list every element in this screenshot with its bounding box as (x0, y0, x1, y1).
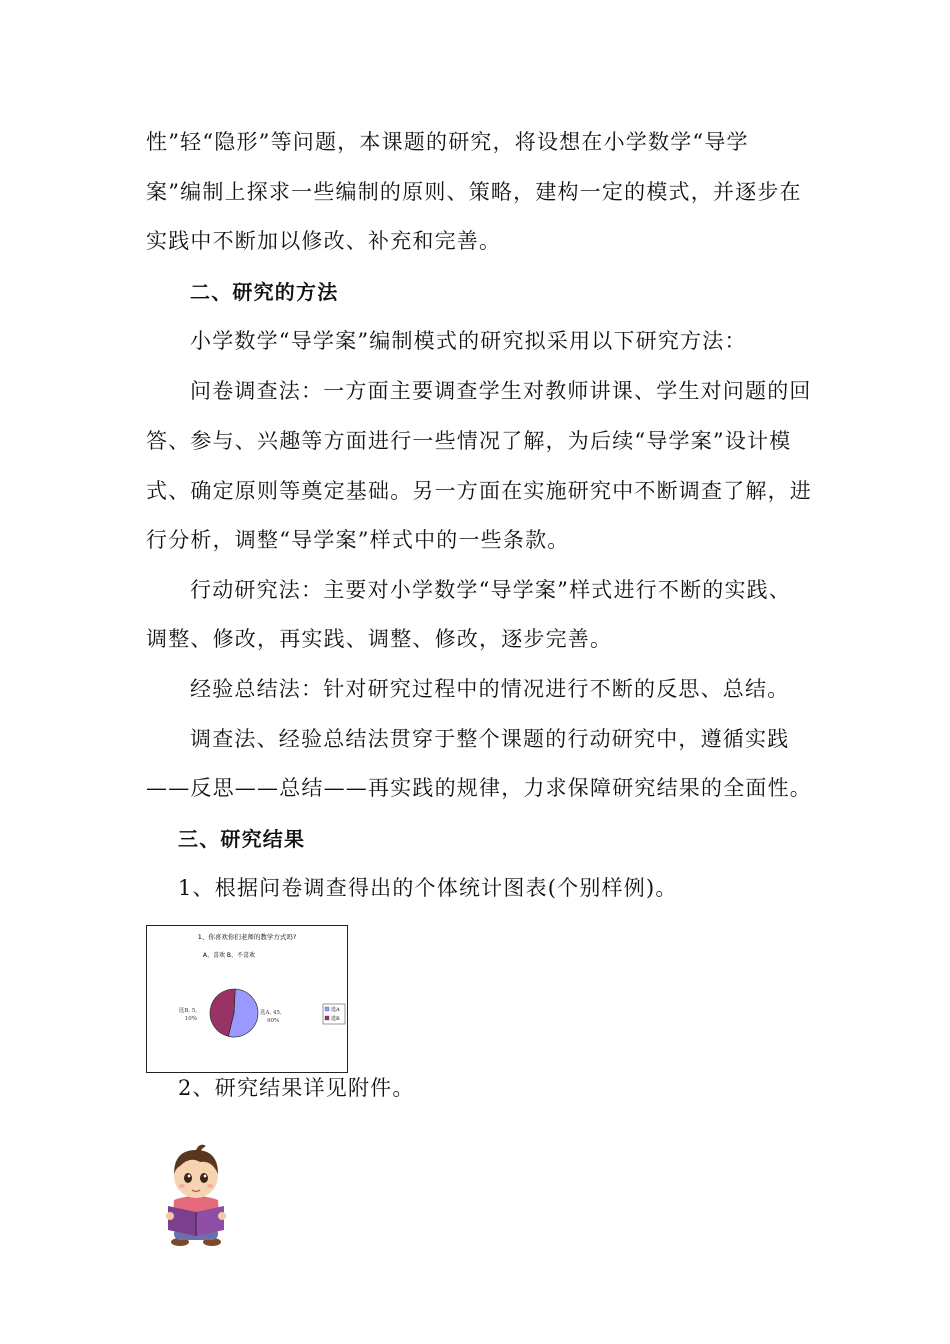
paragraph-line: 小学数学“导学案”编制模式的研究拟采用以下研究方法： (190, 329, 747, 353)
paragraph-line: 2、研究结果详见附件。 (178, 1076, 415, 1100)
legend-swatch-b (325, 1016, 329, 1020)
paragraph-line: 调整、修改，再实践、调整、修改，逐步完善。 (146, 627, 613, 651)
pie-chart (146, 925, 348, 1073)
paragraph-line: 经验总结法：针对研究过程中的情况进行不断的反思、总结。 (190, 677, 790, 701)
paragraph-line: 问卷调查法：一方面主要调查学生对教师讲课、学生对问题的回 (190, 379, 812, 403)
paragraph-line: 行动研究法：主要对小学数学“导学案”样式进行不断的实践、 (190, 578, 792, 602)
legend-swatch-a (325, 1007, 329, 1011)
paragraph-line: 答、参与、兴趣等方面进行一些情况了解，为后续“导学案”设计模 (146, 429, 792, 453)
legend-label-a: 选A (331, 1007, 340, 1013)
slice-label-b-line1: 选B, 5, (178, 1008, 197, 1014)
paragraph-line: 式、确定原则等奠定基础。另一方面在实施研究中不断调查了解，进 (146, 479, 812, 503)
slice-label-a-line1: 选A, 45, (260, 1010, 282, 1016)
paragraph-line: 案”编制上探求一些编制的原则、策略，建构一定的模式，并逐步在 (146, 180, 802, 204)
paragraph-line: 性”轻“隐形”等问题，本课题的研究，将设想在小学数学“导学 (146, 130, 749, 154)
paragraph-line: 行分析，调整“导学案”样式中的一些条款。 (146, 528, 570, 552)
chart-title: 1、你喜欢你们老师的教学方式吗? (197, 933, 297, 941)
pie-slices (210, 989, 258, 1037)
paragraph-line: ——反思——总结——再实践的规律，力求保障研究结果的全面性。 (146, 776, 812, 800)
child-reading-illustration (160, 1138, 232, 1248)
section-heading-results: 三、研究结果 (178, 827, 306, 851)
section-heading-methods: 二、研究的方法 (190, 280, 339, 304)
legend-label-b: 选B (331, 1016, 340, 1022)
pie-chart-svg (147, 926, 347, 1072)
chart-legend (323, 1004, 345, 1024)
chart-subtitle: A、喜欢 B、不喜欢 (202, 952, 256, 959)
slice-label-a-line2: 90% (267, 1018, 280, 1024)
slice-label-b-line2: 10% (184, 1016, 197, 1022)
paragraph-line: 实践中不断加以修改、补充和完善。 (146, 229, 502, 253)
paragraph-line: 调查法、经验总结法贯穿于整个课题的行动研究中，遵循实践 (190, 727, 790, 751)
paragraph-line: 1、根据问卷调查得出的个体统计图表(个别样例)。 (178, 876, 678, 900)
